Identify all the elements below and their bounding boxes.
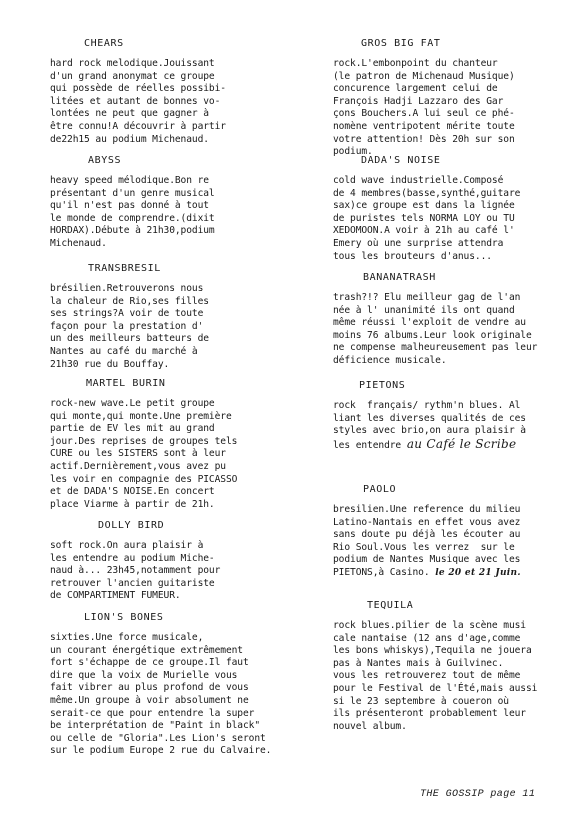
band-name: ABYSS xyxy=(88,155,122,166)
band-name: LION'S BONES xyxy=(84,612,164,623)
band-description: rock-new wave.Le petit groupe qui monte,qui monte.Une première partie de EV les mit au grand jour.Des reprises de groupes tels CURE ou les SISTERS sont à leur actif.Dernièrement,vous avez pu les voir en compagnie des PICASSO et de DADA'S NOISE.En concert place Viarme à partir de 21h. xyxy=(50,398,238,510)
band-entry xyxy=(50,612,290,758)
band-entry xyxy=(333,155,571,263)
band-entry xyxy=(50,520,290,603)
band-description-text: rock français/ rythm'n blues. Al liant les diverses qualités de ces styles avec brio,on aura plaisir à les entendre xyxy=(333,400,526,451)
band-entry xyxy=(333,484,571,580)
handwritten-note: le 20 et 21 Juin. xyxy=(435,567,521,578)
band-name: CHEARS xyxy=(84,38,124,49)
band-entry xyxy=(333,38,571,159)
band-name: PIETONS xyxy=(359,380,406,391)
band-description: brésilien.Retrouverons nous la chaleur de Rio,ses filles ses strings?A voir de toute façon pour la prestation d' un des meilleurs batteurs de Nantes au café du marché à 21h30 rue du Bouffay. xyxy=(50,283,209,370)
band-entry xyxy=(50,155,290,251)
band-description-text: bresilien.Une reference du milieu Latino-Nantais en effet vous avez sans doute pu déjà les écouter au Rio Soul.Vous les verrez sur le podium de Nantes Musique avec les PIETONS,à Casino. xyxy=(333,504,521,578)
band-entry xyxy=(50,38,290,146)
band-description xyxy=(333,400,571,452)
band-entry xyxy=(50,378,290,511)
band-entry xyxy=(333,380,571,452)
band-name: DADA'S NOISE xyxy=(361,155,441,166)
band-description: sixties.Une force musicale, un courant énergétique extrêmement fort s'échappe de ce groupe.Il faut dire que la voix de Murielle vous fait vibrer au plus profond de vous même.Un groupe à voir absolument ne serait-ce que pour entendre la super be interprétation de "Paint in black" ou celle de "Gloria".Les Lion's seront sur le podium Europe 2 rue du Calvaire. xyxy=(50,632,272,757)
handwritten-note: au Café le Scribe xyxy=(406,436,517,451)
band-description: trash?!? Elu meilleur gag de l'an née à l' unanimité ils ont quand même réussi l'exploit de vendre au moins 76 albums.Leur look originale ne compense malheureusement pas leur déficience musicale. xyxy=(333,292,538,366)
band-entry xyxy=(50,263,290,371)
band-description: hard rock melodique.Jouissant d'un grand anonymat ce groupe qui possède de réelles possibi- litées et autant de bonnes vo- lontées ne peut que gagner à être connu!A découvrir à partir de22h15 au podium Michenaud. xyxy=(50,58,226,145)
band-entry xyxy=(333,272,571,368)
band-entry xyxy=(333,600,571,733)
band-name: BANANATRASH xyxy=(363,272,436,283)
band-description: heavy speed mélodique.Bon re présentant d'un genre musical qu'il n'est pas donné à tout le monde de comprendre.(dixit HORDAX).Débute à 21h30,podium Michenaud. xyxy=(50,175,215,249)
band-name: PAOLO xyxy=(363,484,397,495)
band-description: cold wave industrielle.Composé de 4 membres(basse,synthé,guitare sax)ce groupe est dans la lignée de puristes tels NORMA LOY ou TU XEDOMOON.A voir à 21h au café l' Emery où une surprise attendra tous les brouteurs d'anus... xyxy=(333,175,521,262)
band-name: GROS BIG FAT xyxy=(361,38,441,49)
band-name: TRANSBRESIL xyxy=(88,263,161,274)
page-footer: THE GOSSIP page 11 xyxy=(420,789,536,800)
band-description: soft rock.On aura plaisir à les entendre au podium Miche- naud à... 23h45,notamment pour retrouver l'ancien guitariste de COMPARTIMENT FUMEUR. xyxy=(50,540,221,602)
band-description: rock blues.pilier de la scène musi cale nantaise (12 ans d'age,comme les bons whiskys),Tequila ne jouera pas à Nantes mais à Guilvinec. vous les retrouverez tout de même pour le Festival de l'Été,mais aussi si le 23 septembre à coueron où ils présenteront probablement leur nouvel album. xyxy=(333,620,538,732)
band-name: DOLLY BIRD xyxy=(98,520,165,531)
band-name: MARTEL BURIN xyxy=(86,378,166,389)
band-description xyxy=(333,504,571,580)
band-name: TEQUILA xyxy=(367,600,414,611)
band-description: rock.L'embonpoint du chanteur (le patron de Michenaud Musique) concurence largement celui de François Hadji Lazzaro des Gar çons Bouchers.A lui seul ce phé- nomène ventripotent mérite toute votre attention! Dès 20h sur son podium. xyxy=(333,58,515,158)
